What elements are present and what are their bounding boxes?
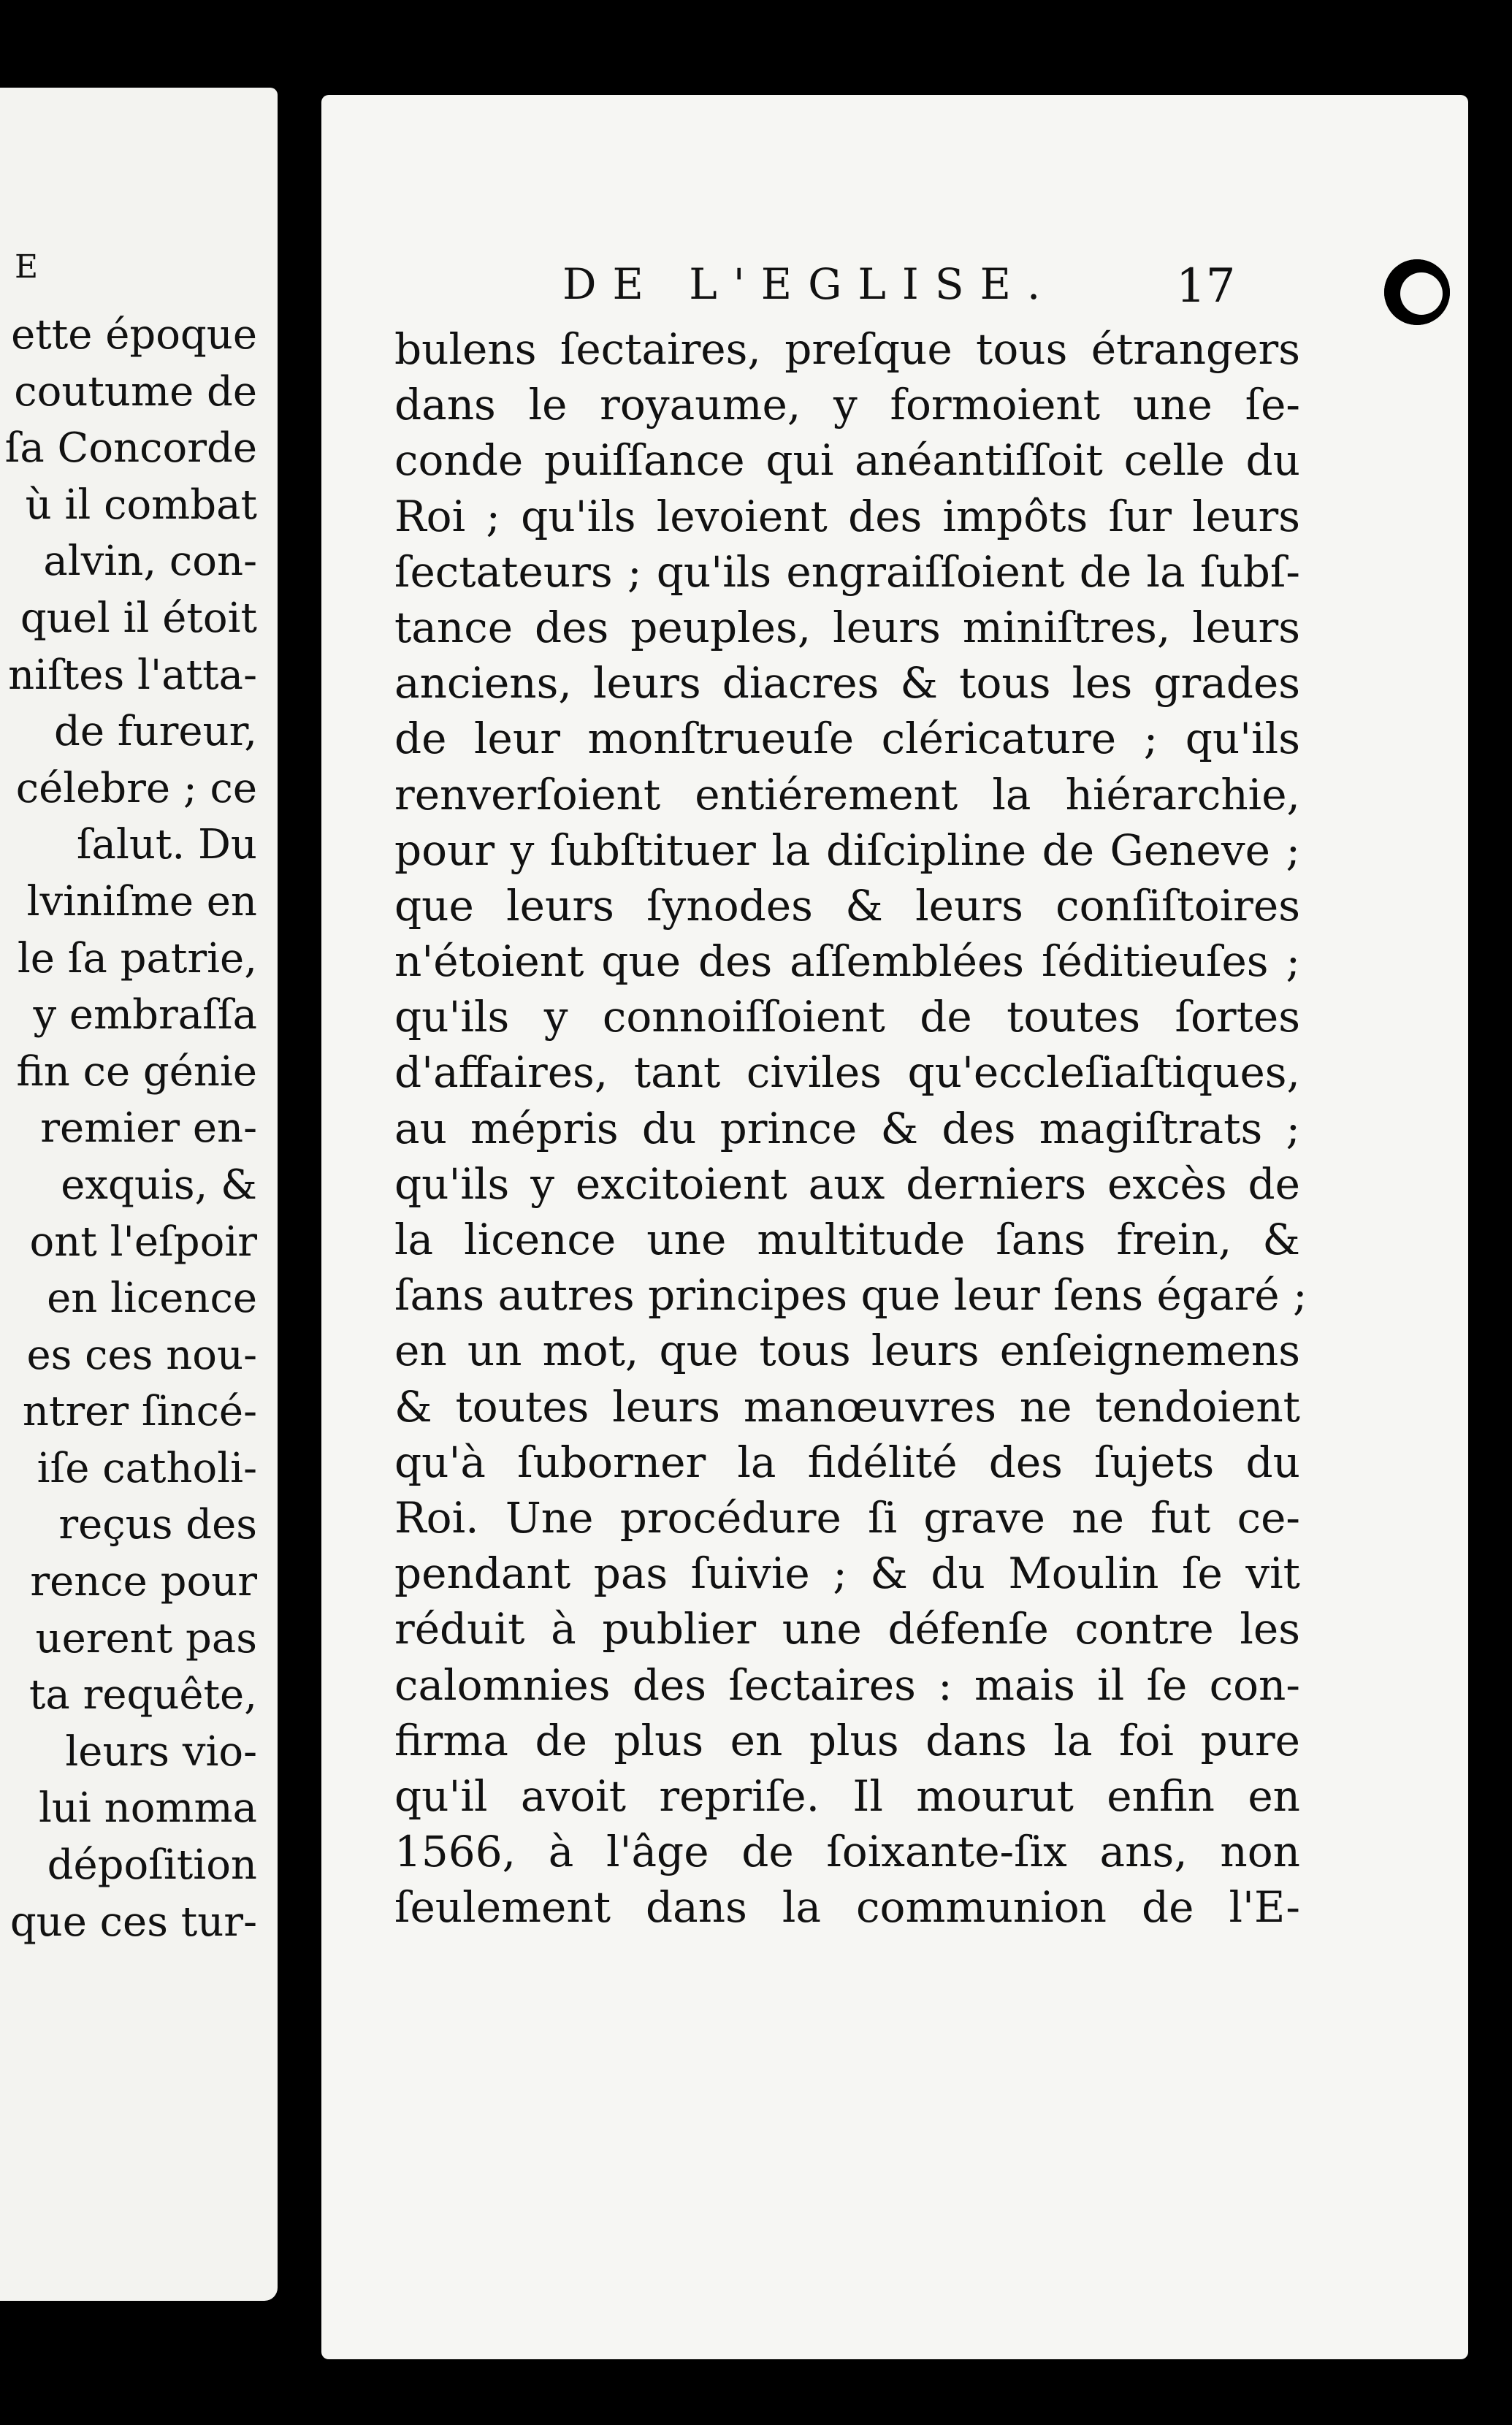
left-running-head: E bbox=[15, 248, 52, 286]
text-line: exquis, & bbox=[61, 1161, 257, 1209]
text-line: uerent pas bbox=[35, 1614, 257, 1662]
text-line: ſectateurs ; qu'ils engraiſſoient de la ſubſ- bbox=[394, 546, 1300, 597]
text-line: firma de plus en plus dans la foi pure bbox=[394, 1715, 1300, 1765]
text-line: y embraſſa bbox=[33, 991, 257, 1039]
text-line: qu'ils y excitoient aux derniers excès de bbox=[394, 1158, 1300, 1209]
ink-blot bbox=[1384, 259, 1450, 325]
text-line: Roi. Une procédure ſi grave ne fut ce- bbox=[394, 1492, 1300, 1543]
text-line: Roi ; qu'ils levoient des impôts ſur leurs bbox=[394, 491, 1300, 541]
text-line: renverſoient entiérement la hiérarchie, bbox=[394, 769, 1300, 820]
text-line: d'affaires, tant civiles qu'eccleſiaſtiques, bbox=[394, 1047, 1300, 1098]
running-head bbox=[321, 259, 1468, 313]
text-line: 1566, à l'âge de ſoixante-ſix ans, non bbox=[394, 1827, 1300, 1877]
text-line: calomnies des ſectaires : mais il ſe con- bbox=[394, 1660, 1300, 1710]
text-line: rence pour bbox=[30, 1558, 257, 1606]
text-line: lui nomma bbox=[38, 1784, 257, 1833]
text-line: tance des peuples, leurs miniſtres, leurs bbox=[394, 602, 1300, 652]
running-title: DE L'EGLISE. bbox=[562, 259, 1057, 309]
text-line: remier en- bbox=[40, 1104, 257, 1153]
text-line: dépoſition bbox=[47, 1841, 257, 1890]
text-line: ſeulement dans la communion de l'E- bbox=[394, 1882, 1300, 1933]
text-line: bulens ſectaires, preſque tous étrangers bbox=[394, 324, 1300, 374]
text-line: coutume de bbox=[14, 367, 257, 416]
text-line: de leur monſtrueuſe cléricature ; qu'ils bbox=[394, 714, 1300, 764]
text-line: ſalut. Du bbox=[76, 821, 257, 869]
left-page bbox=[0, 88, 278, 2301]
text-line: réduit à publier une défenſe contre les bbox=[394, 1604, 1300, 1654]
text-line: que ces tur- bbox=[9, 1898, 257, 1946]
text-line: au mépris du prince & des magiſtrats ; bbox=[394, 1103, 1300, 1153]
text-line: n'étoient que des aſſemblées ſéditieuſes ; bbox=[394, 936, 1300, 987]
text-line: pendant pas ſuivie ; & du Moulin ſe vit bbox=[394, 1548, 1300, 1599]
text-line: que leurs ſynodes & leurs conſiſtoires bbox=[394, 880, 1300, 931]
text-line: alvin, con- bbox=[43, 538, 257, 586]
text-line: qu'à ſuborner la fidélité des ſujets du bbox=[394, 1437, 1300, 1487]
text-line: en licence bbox=[47, 1275, 257, 1323]
text-line: qu'ils y connoiſſoient de toutes ſortes bbox=[394, 992, 1300, 1042]
text-line: fin ce génie bbox=[16, 1047, 257, 1096]
text-line: la licence une multitude ſans frein, & bbox=[394, 1215, 1300, 1264]
text-line: leurs vio- bbox=[65, 1727, 257, 1776]
text-line: pour y ſubſtituer la diſcipline de Geneve ; bbox=[394, 825, 1300, 875]
text-line: anciens, leurs diacres & tous les grades bbox=[394, 658, 1300, 709]
text-line: ſans autres principes que leur ſens égaré ; bbox=[394, 1270, 1307, 1321]
text-line: & toutes leurs manœuvres ne tendoient bbox=[394, 1381, 1300, 1432]
right-page bbox=[321, 95, 1468, 2359]
left-page-text bbox=[0, 307, 257, 1950]
text-line: en un mot, que tous leurs enſeignemens bbox=[394, 1326, 1300, 1376]
text-line: ta requête, bbox=[28, 1671, 257, 1719]
text-line: niſtes l'atta- bbox=[8, 651, 257, 699]
text-line: ù il combat bbox=[25, 481, 257, 529]
text-line: ont l'eſpoir bbox=[29, 1218, 257, 1266]
text-line: es ces nou- bbox=[26, 1331, 257, 1379]
text-line: qu'il avoit repriſe. Il mourut enfin en bbox=[394, 1771, 1300, 1821]
text-line: reçus des bbox=[58, 1501, 257, 1549]
text-line: quel il étoit bbox=[20, 594, 257, 642]
text-line: de fureur, bbox=[54, 708, 257, 756]
text-line: ette époque bbox=[11, 311, 257, 359]
text-line: lviniſme en bbox=[26, 877, 257, 925]
text-line: dans le royaume, y formoient une ſe- bbox=[394, 380, 1300, 430]
body-text bbox=[394, 321, 1307, 1935]
text-line: ntrer ſincé- bbox=[22, 1388, 257, 1436]
text-line: iſe catholi- bbox=[37, 1444, 257, 1492]
text-line: le ſa patrie, bbox=[17, 934, 257, 982]
text-line: conde puiſſance qui anéantiſſoit celle du bbox=[394, 435, 1300, 486]
text-line: ſa Concorde bbox=[4, 424, 257, 473]
page-number: 17 bbox=[1176, 259, 1236, 313]
text-line: célebre ; ce bbox=[15, 764, 257, 812]
